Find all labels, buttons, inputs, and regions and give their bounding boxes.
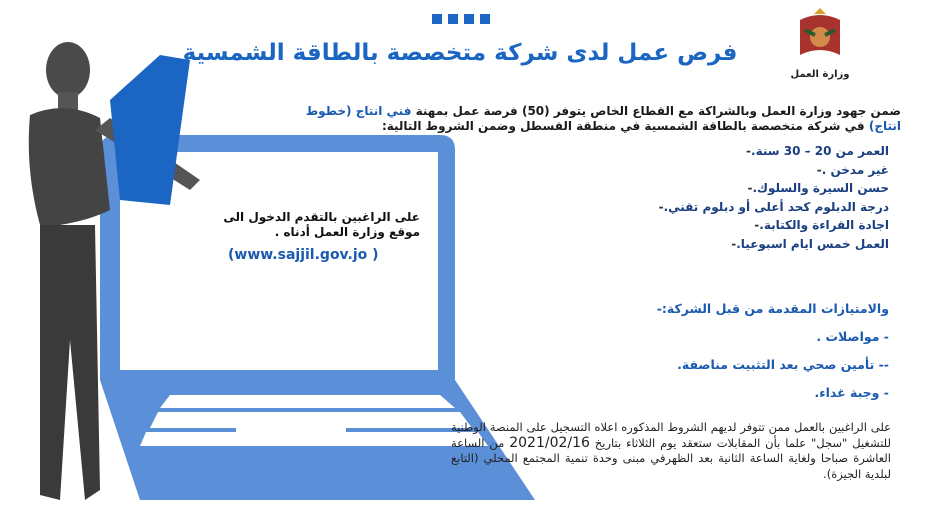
- apply-instructions: على الراغبين بالتقدم الدخول الى موقع وزارة العمل أدناه .: [223, 210, 420, 239]
- benefits-heading: والامتيازات المقدمة من قبل الشركة:-: [656, 301, 889, 316]
- ministry-label: وزارة العمل: [790, 69, 850, 80]
- intro-paragraph: [271, 104, 901, 134]
- website-link[interactable]: (www.sajjil.gov.jo ): [228, 247, 379, 263]
- benefit-item: - وجبة غداء.: [814, 385, 889, 400]
- condition-item: - العمر من 20 – 30 سنة.: [634, 142, 889, 161]
- benefits-section: [657, 295, 889, 407]
- benefit-item: -- تأمين صحي بعد التثبيت مناصفة.: [677, 357, 889, 372]
- benefit-item: - مواصلات .: [816, 329, 889, 344]
- conditions-list: [634, 142, 889, 253]
- interview-details: [451, 420, 891, 482]
- page-title: فرص عمل لدى شركة متخصصة بالطاقة الشمسية: [182, 40, 738, 66]
- footer-text: من الساعة العاشرة صباحا ولغاية الساعة الثانية بعد الظهرفي مبنى وحدة تنمية المجتمع المحلي (التابع لبلدية الجيزة).: [451, 435, 891, 481]
- footer-text: على الراغبين بالعمل ممن تتوفر لديهم الشروط المذكوره اعلاه التسجيل على المنصة الوطنية للتشغيل "سجل" علما بأن المقابلات ستعقد يوم الثلاثاء بتاريخ: [451, 420, 891, 450]
- condition-item: - غير مدخن .: [634, 161, 889, 180]
- ministry-logo: [785, 5, 855, 80]
- condition-item: - حسن السيرة والسلوك.: [634, 179, 889, 198]
- intro-text: فرصة عمل بمهنة: [411, 104, 522, 118]
- condition-item: - درجة الدبلوم كحد أعلى أو دبلوم تقني.: [634, 198, 889, 217]
- condition-item: - اجادة القراءة والكتابة.: [634, 216, 889, 235]
- intro-text: ضمن جهود وزارة العمل وبالشراكة مع القطاع الخاص يتوفر: [549, 104, 901, 118]
- condition-item: - العمل خمس ايام اسبوعيا.: [634, 235, 889, 254]
- profession: فني انتاج (خطوط انتاج): [305, 104, 901, 133]
- interview-date: 2021/02/16: [509, 434, 590, 451]
- decorative-squares: [432, 14, 490, 24]
- opening-count: (50): [521, 104, 550, 118]
- coat-of-arms-icon: [795, 5, 845, 65]
- intro-text: في شركة متخصصة بالطاقة الشمسية في منطقة القسطل وضمن الشروط التالية:: [381, 119, 869, 133]
